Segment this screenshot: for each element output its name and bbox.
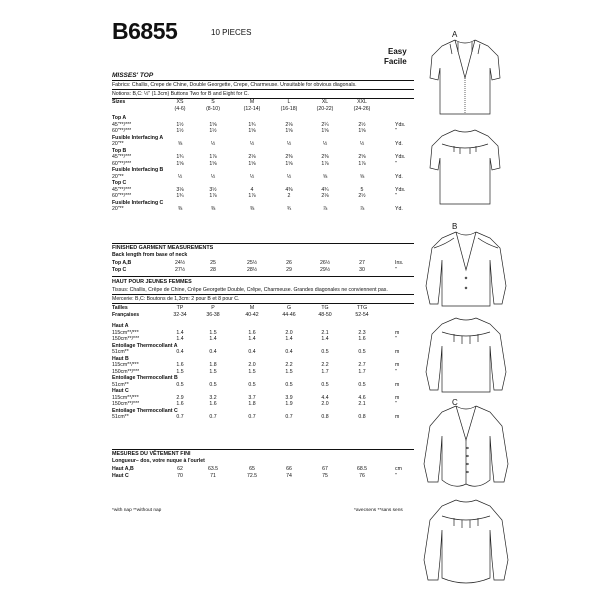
cell-value: 62 xyxy=(177,466,183,472)
cell-value: 0.5 xyxy=(176,381,184,388)
row-label: Top A xyxy=(112,115,127,121)
cell-value: 0.5 xyxy=(321,349,329,355)
cell-value: 0.7 xyxy=(248,414,256,420)
size-name: TP xyxy=(176,305,184,311)
cell-value: 0.7 xyxy=(176,414,184,420)
cell-value: ⅜ xyxy=(177,206,183,212)
top-a-back-drawing xyxy=(420,122,510,212)
cell-value: ⅝ xyxy=(359,173,365,180)
cell-value: 1⅝ xyxy=(248,128,256,134)
cell-value: 1.8 xyxy=(209,362,217,368)
row-label: Top C xyxy=(112,180,127,186)
cell-value: 1⅝ xyxy=(209,121,217,128)
cell-value: ⅞ xyxy=(322,206,328,212)
view-label-c: C xyxy=(452,398,458,407)
size-range-row xyxy=(112,312,412,319)
cell-value: 72.5 xyxy=(246,472,258,479)
cell-value: ½ xyxy=(249,173,255,180)
size-range: 44-46 xyxy=(282,311,296,318)
row-label: Top B xyxy=(112,147,127,154)
size-name: XL xyxy=(321,99,329,105)
cell-value: 3.7 xyxy=(248,394,256,401)
row-label: 150cm**/*** xyxy=(112,336,140,342)
cell-value: 30 xyxy=(359,266,365,273)
cell-value: 1.5 xyxy=(209,368,217,375)
size-name: P xyxy=(211,305,215,311)
cell-value: 3.2 xyxy=(209,394,217,401)
cell-value: 1.6 xyxy=(176,401,184,407)
cell-value: 2½ xyxy=(358,121,366,128)
size-header-en xyxy=(112,99,412,112)
cell-value: 2.0 xyxy=(248,362,256,368)
size-name: M xyxy=(249,99,255,105)
cell-value: 1¾ xyxy=(176,193,184,199)
cell-value: 29 xyxy=(286,266,292,273)
unit-label: Yd. xyxy=(395,141,403,147)
divider xyxy=(112,303,414,304)
row-label: Haut A,B xyxy=(112,466,134,472)
row-label: 20"** xyxy=(112,173,124,180)
size-range: (8-10) xyxy=(206,105,220,112)
finished-title-en: FINISHED GARMENT MEASUREMENTS xyxy=(112,245,214,251)
size-name: G xyxy=(286,305,292,311)
cell-value: 2.2 xyxy=(321,362,329,368)
row-label: Fusible Interfacing A xyxy=(112,134,164,141)
cell-value: ½ xyxy=(286,173,292,180)
unit-label: m xyxy=(395,362,400,368)
cell-value: ½ xyxy=(249,141,255,147)
cell-value: 0.7 xyxy=(209,414,217,420)
cell-value: ½ xyxy=(322,141,328,147)
cell-value: 0.7 xyxy=(285,414,293,420)
cell-value: 0.4 xyxy=(176,349,184,355)
cell-value: ⅝ xyxy=(177,141,183,147)
fabrics-fr: Tissus: Challis, Crêpe de Chine, Crêpe Georgette Double, Crêpe, Charmeuse. Grandes diagonales ne conviennent pas. xyxy=(112,287,388,293)
unit-label: " xyxy=(395,368,397,375)
size-range: (4-6) xyxy=(174,105,186,112)
row-label: Fusible Interfacing C xyxy=(112,199,164,206)
cell-value: ¾ xyxy=(286,206,292,212)
table-row xyxy=(112,414,412,421)
unit-label: Yd. xyxy=(395,173,403,180)
table-row xyxy=(112,473,412,480)
row-label: 60"**/*** xyxy=(112,128,132,134)
size-name: S xyxy=(211,99,215,105)
cell-value: 76 xyxy=(359,472,365,479)
size-name: XXL xyxy=(357,99,367,105)
row-label: 45"**/*** xyxy=(112,186,132,193)
cell-value: 0.5 xyxy=(285,381,293,388)
cell-value: 2⅛ xyxy=(285,121,293,128)
cell-value: 27 xyxy=(359,260,365,266)
unit-label: Yds. xyxy=(395,154,406,160)
top-c-front-drawing xyxy=(416,400,516,492)
cell-value: 3½ xyxy=(209,186,217,193)
cell-value: 1.6 xyxy=(209,401,217,407)
cell-value: 1½ xyxy=(209,128,217,134)
divider xyxy=(112,276,414,277)
cell-value: 2.1 xyxy=(321,329,329,336)
cell-value: 3⅛ xyxy=(176,186,184,193)
cell-value: 1.5 xyxy=(176,368,184,375)
piece-count: 10 PIECES xyxy=(211,28,252,37)
unit-label: m xyxy=(395,394,400,401)
cell-value: 2⅝ xyxy=(358,154,366,160)
row-label: 51cm** xyxy=(112,414,129,420)
cell-value: 1⅝ xyxy=(248,160,256,167)
cell-value: 0.5 xyxy=(248,381,256,388)
cell-value: 63.5 xyxy=(207,466,219,472)
cell-value: 1.4 xyxy=(176,336,184,342)
divider xyxy=(112,89,414,90)
cell-value: 28 xyxy=(210,266,216,273)
cell-value: 71 xyxy=(210,472,216,479)
cell-value: 2⅜ xyxy=(285,154,293,160)
cell-value: 1.4 xyxy=(321,336,329,342)
cell-value: 1.5 xyxy=(285,368,293,375)
cell-value: 26 xyxy=(286,260,292,266)
cell-value: ⅝ xyxy=(322,173,328,180)
cell-value: 1½ xyxy=(176,121,184,128)
cell-value: 1⅞ xyxy=(321,160,329,167)
cell-value: 0.5 xyxy=(358,349,366,355)
finished-title-fr: MESURES DU VÊTEMENT FINI xyxy=(112,451,191,457)
cell-value: 0.5 xyxy=(358,381,366,388)
table-row xyxy=(112,267,412,274)
finished-table-fr xyxy=(112,466,412,479)
cell-value: 2¼ xyxy=(321,121,329,128)
cell-value: 66 xyxy=(286,466,292,472)
size-name: TTG xyxy=(356,305,368,311)
cell-value: 25 xyxy=(210,260,216,266)
unit-label: " xyxy=(395,266,397,273)
cell-value: 28½ xyxy=(246,266,258,273)
row-label: Entoilage Thermocollant C xyxy=(112,407,178,414)
cell-value: 1⅞ xyxy=(209,193,217,199)
cell-value: ½ xyxy=(210,141,216,147)
cell-value: 1.9 xyxy=(285,401,293,407)
row-label: 150cm**/*** xyxy=(112,401,140,407)
cell-value: 2.3 xyxy=(358,329,366,336)
fabrics-en: Fabrics: Challis, Crepe de Chine, Double Georgette, Crepe, Charmeuse. Unsuitable for obvious diagonals. xyxy=(112,82,357,88)
row-label: 115cm**/*** xyxy=(112,362,139,368)
cell-value: 1⅝ xyxy=(321,128,329,134)
unit-label: m xyxy=(395,414,400,420)
cell-value: 1⅝ xyxy=(176,160,184,167)
row-label: 60"**/*** xyxy=(112,160,132,167)
unit-label: Yd. xyxy=(395,206,403,212)
difficulty-fr: Facile xyxy=(384,57,407,66)
cell-value: 1.4 xyxy=(285,336,293,342)
cell-value: ½ xyxy=(177,173,183,180)
unit-label: " xyxy=(395,128,397,134)
cell-value: 2½ xyxy=(358,193,366,199)
cell-value: 1.5 xyxy=(209,329,217,336)
row-label: 51cm** xyxy=(112,349,129,355)
unit-label: Yds. xyxy=(395,121,406,128)
cell-value: 70 xyxy=(177,472,183,479)
size-header-fr xyxy=(112,305,412,318)
cell-value: 1¾ xyxy=(176,154,184,160)
size-name: TG xyxy=(321,305,329,311)
row-label: Fusible Interfacing B xyxy=(112,167,164,173)
cell-value: ⅞ xyxy=(359,206,365,212)
cell-value: 0.5 xyxy=(321,381,329,388)
row-label: 20"** xyxy=(112,141,124,147)
cell-value: 1⅞ xyxy=(248,193,256,199)
cell-value: 24½ xyxy=(174,260,186,266)
size-name: L xyxy=(287,99,291,105)
top-c-back-drawing xyxy=(416,494,516,590)
row-label: Haut B xyxy=(112,355,129,362)
cell-value: 4 xyxy=(250,186,254,193)
cell-value: 1¾ xyxy=(248,121,256,128)
back-length-fr: Longueur– dos, votre nuque à l'ourlet xyxy=(112,458,205,464)
cell-value: 0.5 xyxy=(209,381,217,388)
cell-value: 2⅜ xyxy=(321,154,329,160)
cell-value: 74 xyxy=(286,472,292,479)
unit-label: Yds. xyxy=(395,186,406,193)
view-label-b: B xyxy=(452,222,458,231)
unit-label: " xyxy=(395,336,397,342)
unit-label: m xyxy=(395,329,400,336)
back-length-en: Back length from base of neck xyxy=(112,252,188,258)
footnote-en: *with nap **without nap xyxy=(112,508,162,513)
unit-label: cm xyxy=(395,466,402,472)
cell-value: 1.6 xyxy=(248,329,256,336)
title-fr: HAUT POUR JEUNES FEMMES xyxy=(112,279,192,285)
row-label: Top C xyxy=(112,266,127,273)
cell-value: 1.7 xyxy=(321,368,329,375)
cell-value: 65 xyxy=(249,466,255,472)
size-range: 48-50 xyxy=(318,311,332,318)
size-range-row xyxy=(112,106,412,113)
cell-value: 1.4 xyxy=(248,336,256,342)
cell-value: 4⅜ xyxy=(285,186,293,193)
cell-value: ⅜ xyxy=(249,206,255,212)
row-label: Top A,B xyxy=(112,260,132,266)
cell-value: 3.9 xyxy=(285,394,293,401)
notions-fr: Mercerie: B,C: Boutons de 1,3cm: 2 pour B et 8 pour C. xyxy=(112,296,240,302)
cell-value: 1.6 xyxy=(176,362,184,368)
row-label: 115cm**/*** xyxy=(112,329,139,336)
notions-en: Notions: B,C: ½" (1.3cm) Buttons Two for B and Eight for C. xyxy=(112,91,249,97)
cell-value: ½ xyxy=(359,141,365,147)
sizes-label: Sizes xyxy=(112,99,126,105)
table-row xyxy=(112,206,412,213)
cell-value: 1.8 xyxy=(248,401,256,407)
unit-label: " xyxy=(395,160,397,167)
cell-value: 2.0 xyxy=(285,329,293,336)
pattern-number: B6855 xyxy=(112,18,178,44)
finished-table-en xyxy=(112,260,412,273)
cell-value: 1⅝ xyxy=(285,128,293,134)
cell-value: 1½ xyxy=(176,128,184,134)
cell-value: 25½ xyxy=(246,260,258,266)
cell-value: 4.4 xyxy=(321,394,329,401)
unit-label: " xyxy=(395,472,397,479)
cell-value: 1⅝ xyxy=(358,128,366,134)
cell-value: 2.7 xyxy=(358,362,366,368)
cell-value: 5 xyxy=(360,186,364,193)
cell-value: 2.0 xyxy=(321,401,329,407)
cell-value: 1.4 xyxy=(176,329,184,336)
size-range: (12-14) xyxy=(243,105,261,112)
cell-value: 1.6 xyxy=(358,336,366,342)
cell-value: ½ xyxy=(286,141,292,147)
row-label: 60"**/*** xyxy=(112,193,132,199)
row-label: Haut C xyxy=(112,388,129,394)
view-label-a: A xyxy=(452,30,458,39)
divider xyxy=(112,294,414,295)
cell-value: 68.5 xyxy=(356,466,368,472)
cell-value: 29½ xyxy=(319,266,331,273)
size-range: (24-26) xyxy=(353,105,371,112)
cell-value: 0.8 xyxy=(321,414,329,420)
size-range: 32-34 xyxy=(173,311,187,318)
row-label: 115cm**/*** xyxy=(112,394,139,401)
cell-value: ½ xyxy=(210,173,216,180)
row-label: 45"**/*** xyxy=(112,121,132,128)
cell-value: 1⅝ xyxy=(209,160,217,167)
difficulty-en: Easy xyxy=(388,47,407,56)
cell-value: 4.6 xyxy=(358,394,366,401)
row-label: Haut A xyxy=(112,323,129,329)
row-label: Entoilage Thermocollant B xyxy=(112,375,178,381)
row-label: 20"** xyxy=(112,206,124,212)
cell-value: 1⅝ xyxy=(285,160,293,167)
cell-value: 26½ xyxy=(319,260,331,266)
cell-value: 0.4 xyxy=(209,349,217,355)
top-b-back-drawing xyxy=(416,312,516,398)
row-label: 51cm** xyxy=(112,381,129,388)
pattern-title: MISSES' TOP xyxy=(112,72,154,79)
cell-value: 2.2 xyxy=(285,362,293,368)
unit-label: m xyxy=(395,349,400,355)
cell-value: 0.4 xyxy=(285,349,293,355)
divider xyxy=(112,449,414,450)
size-range: (20-22) xyxy=(316,105,334,112)
size-range: 40-42 xyxy=(245,311,259,318)
cell-value: 1.4 xyxy=(209,336,217,342)
unit-label: Ins. xyxy=(395,260,404,266)
cell-value: 2.9 xyxy=(176,394,184,401)
cell-value: 1.5 xyxy=(248,368,256,375)
sizes-label-2: Françaises xyxy=(112,311,140,318)
size-range: 52-54 xyxy=(355,311,369,318)
size-name: XS xyxy=(176,99,184,105)
divider xyxy=(112,80,414,81)
size-name: M xyxy=(249,305,255,311)
unit-label: " xyxy=(395,193,397,199)
cell-value: 67 xyxy=(322,466,328,472)
size-range: 36-38 xyxy=(206,311,220,318)
sizes-label: Tailles xyxy=(112,305,128,311)
yardage-table-en xyxy=(112,115,412,213)
yardage-table-fr xyxy=(112,323,412,421)
cell-value: 1.7 xyxy=(358,368,366,375)
size-range: (16-18) xyxy=(280,105,298,112)
cell-value: 1⅞ xyxy=(358,160,366,167)
row-label: 150cm**/*** xyxy=(112,368,140,375)
unit-label: m xyxy=(395,381,400,388)
unit-label: " xyxy=(395,401,397,407)
divider xyxy=(112,243,414,244)
cell-value: 1⅞ xyxy=(209,154,217,160)
cell-value: 2.1 xyxy=(358,401,366,407)
row-label: Haut C xyxy=(112,472,129,479)
cell-value: 75 xyxy=(322,472,328,479)
row-label: 45"**/*** xyxy=(112,154,132,160)
cell-value: 27½ xyxy=(174,266,186,273)
footnote-fr: *avecsens **sans sens xyxy=(354,508,403,513)
cell-value: 2 xyxy=(287,193,291,199)
cell-value: 0.4 xyxy=(248,349,256,355)
cell-value: 2⅛ xyxy=(321,193,329,199)
top-b-front-drawing xyxy=(416,226,516,312)
top-a-front-drawing xyxy=(420,32,510,122)
cell-value: 2⅛ xyxy=(248,154,256,160)
row-label: Entoilage Thermocollant A xyxy=(112,342,178,349)
cell-value: ⅜ xyxy=(210,206,216,212)
cell-value: 0.8 xyxy=(358,414,366,420)
cell-value: 4¾ xyxy=(321,186,329,193)
